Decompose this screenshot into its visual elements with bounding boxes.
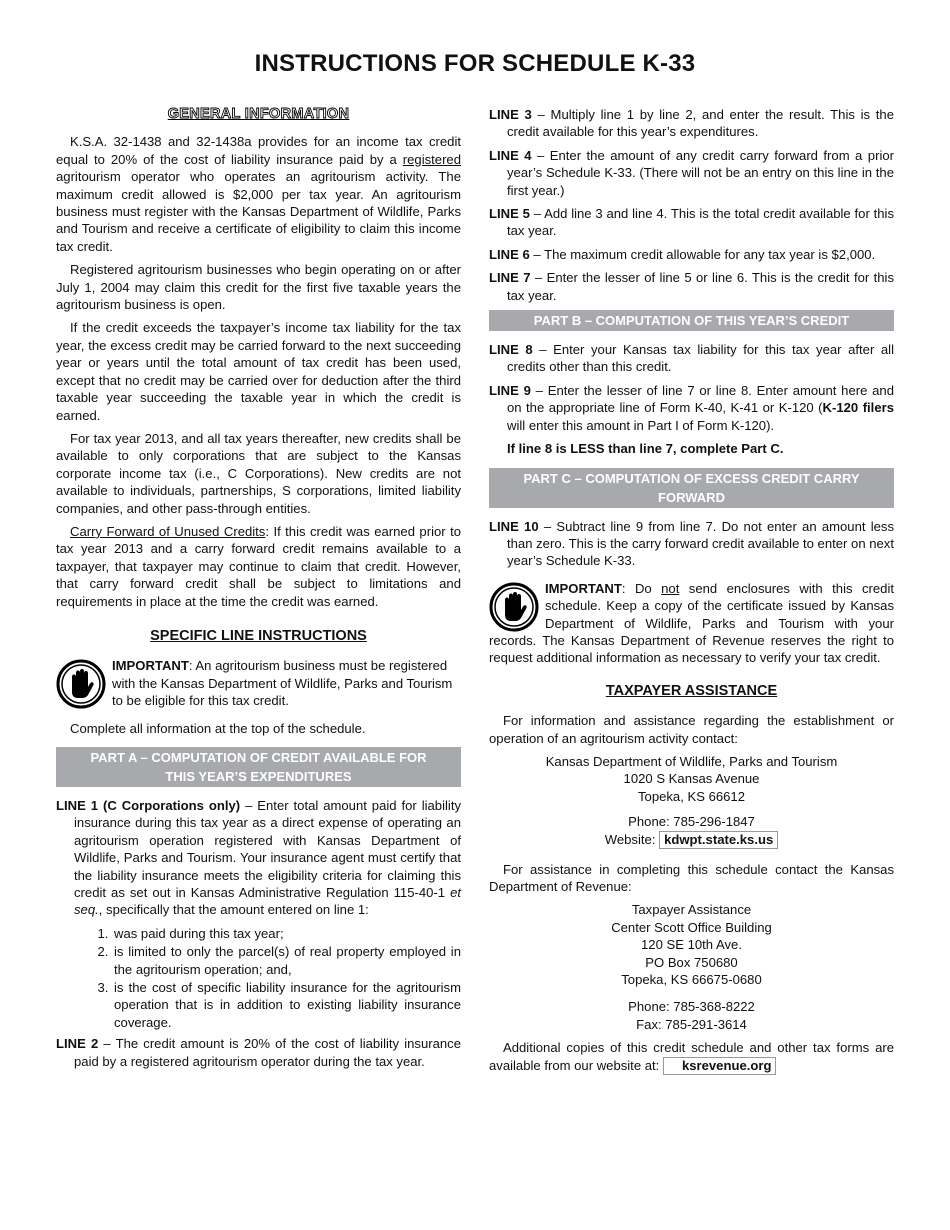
line-6-instruction: LINE 6 – The maximum credit allowable for any tax year is $2,000. [489,246,876,262]
list-item: 3. is the cost of specific liability insurance for the agritourism operation that is in addition to existing liability insurance coverage. [112,979,461,1031]
general-paragraph-1: K.S.A. 32-1438 and 32-1438a provides for an income tax credit equal to 20% of the cost of liability insurance paid by a registered agritourism operator who operates an agritourism activity. The maximum credit allowed is $2,000 per tax year. An agritourism business must register with the Kansas Department of Wildlife, Parks and Tourism and receive a certificate of eligibility to claim this income tax credit. [56,134,461,254]
taxpayer-assistance-heading: TAXPAYER ASSISTANCE [605,682,778,699]
line-4-instruction: LINE 4 – Enter the amount of any credit carry forward from a prior year’s Schedule K-33. (There will not be an entry on this line in the first year.) [489,147,894,198]
kdwpt-intro: For information and assistance regarding the establishment or operation of an agritourism activity contact: [489,713,894,746]
line-1-criteria-list [56,925,461,1031]
general-information-heading: GENERAL INFORMATION [167,106,350,122]
kdor-contact: Phone: 785-368-8222 Fax: 785-291-3614 [628,999,755,1032]
important-note-registration: IMPORTANT: An agritourism business must be registered with the Kansas Department of Wildlife, Parks and Tourism to be eligible for this tax credit. [56,657,461,709]
page-title: INSTRUCTIONS FOR SCHEDULE K-33 [254,50,696,77]
right-column [489,106,894,1081]
line-7-instruction: LINE 7 – Enter the lesser of line 5 or line 6. This is the credit for this tax year. [489,270,894,303]
list-item: 2. is limited to only the parcel(s) of real property employed in the agritourism operation; and, [112,943,461,978]
ksrevenue-website-link[interactable]: ksrevenue.org [663,1057,777,1075]
kdwpt-address: Kansas Department of Wildlife, Parks and Tourism 1020 S Kansas Avenue Topeka, KS 66612 [545,753,838,804]
general-paragraph-4: For tax year 2013, and all tax years thereafter, new credits shall be available to only corporations that are subject to the Kansas corporate income tax (i.e., C Corporations). New credits are not available to individuals, partnerships, S corporations, limited liability companies, and other pass-through entities. [56,430,461,516]
line-1-instruction: LINE 1 (C Corporations only) – Enter total amount paid for liability insurance during this tax year as a direct expense of operating an agritourism operation registered with Kansas Department of Wildlife, Parks and Tourism. Your insurance agent must certify that the liability insurance meets the eligibility criteria for claiming this credit as set out in Kansas Administrative Regulation 115-40-1 et seq., specifically that the amount entered on line 1: [56,798,462,918]
general-paragraph-3: If the credit exceeds the taxpayer’s income tax liability for the tax year, the excess credit may be carried forward to the next succeeding year or years until the total amount of tax credit has been used, except that no credit may be carried over for deduction after the third taxable year succeeding the taxable year in which the credit is earned. [56,320,461,423]
line-10-instruction: LINE 10 – Subtract line 9 from line 7. Do not enter an amount less than zero. This is the carry forward credit available to enter on next year’s Schedule K-33. [489,518,894,569]
stop-hand-icon [56,659,106,709]
line-3-instruction: LINE 3 – Multiply line 1 by line 2, and enter the result. This is the credit available for this year’s expenditures. [489,107,894,140]
stop-hand-icon [489,582,539,632]
specific-line-instructions-heading: SPECIFIC LINE INSTRUCTIONS [150,627,367,644]
kdor-intro: For assistance in completing this schedule contact the Kansas Department of Revenue: [489,861,894,894]
left-column [56,106,461,1076]
line-5-instruction: LINE 5 – Add line 3 and line 4. This is the total credit available for this tax year. [489,206,894,239]
line-8-instruction: LINE 8 – Enter your Kansas tax liability for this tax year after all credits other than this credit. [489,342,894,375]
kdor-address: Taxpayer Assistance Center Scott Office Building 120 SE 10th Ave. PO Box 750680 Topeka, KS 66675-0680 [611,902,772,988]
kdwpt-contact: Phone: 785-296-1847 Website: kdwpt.state.ks.us [489,813,894,848]
list-item: 1. was paid during this tax year; [112,925,461,942]
part-c-note: If line 8 is LESS than line 7, complete Part C. [507,441,784,457]
part-c-heading-bar: PART C – COMPUTATION OF EXCESS CREDIT CARRY FORWARD [489,468,894,508]
kdwpt-website-link[interactable]: kdwpt.state.ks.us [659,831,778,849]
line-9-instruction: LINE 9 – Enter the lesser of line 7 or line 8. Enter amount here and on the appropriate line of Form K-40, K-41 or K-120 (K-120 filers will enter this amount in Part I of Form K-120). [489,382,894,433]
carry-forward-paragraph: Carry Forward of Unused Credits: If this credit was earned prior to tax year 2013 and a carry forward credit remains available to a taxpayer, that taxpayer may continue to claim that credit. However, that carry forward credit shall be subject to limitations and requirements in place at the time the credit was earned. [56,523,461,609]
complete-all-information: Complete all information at the top of the schedule. [70,720,366,736]
part-b-heading-bar: PART B – COMPUTATION OF THIS YEAR’S CREDIT [489,310,894,331]
line-2-instruction: LINE 2 – The credit amount is 20% of the cost of liability insurance paid by a registered agritourism operator during the tax year. [56,1036,461,1069]
part-a-heading-bar: PART A – COMPUTATION OF CREDIT AVAILABLE FOR THIS YEAR’S EXPENDITURES [56,747,461,787]
important-note-enclosures: IMPORTANT: Do not send enclosures with this credit schedule. Keep a copy of the certificate issued by Kansas Department of Wildlife, Parks and Tourism with your records. The Kansas Department of Revenue reserves the right to request additional information as necessary to verify your tax credit. [489,580,894,666]
general-paragraph-2: Registered agritourism businesses who begin operating on or after July 1, 2004 may claim this credit for the first five taxable years the agritourism business is open. [56,262,461,313]
additional-copies: Additional copies of this credit schedule and other tax forms are available from our website at: ksrevenue.org [489,1040,894,1073]
